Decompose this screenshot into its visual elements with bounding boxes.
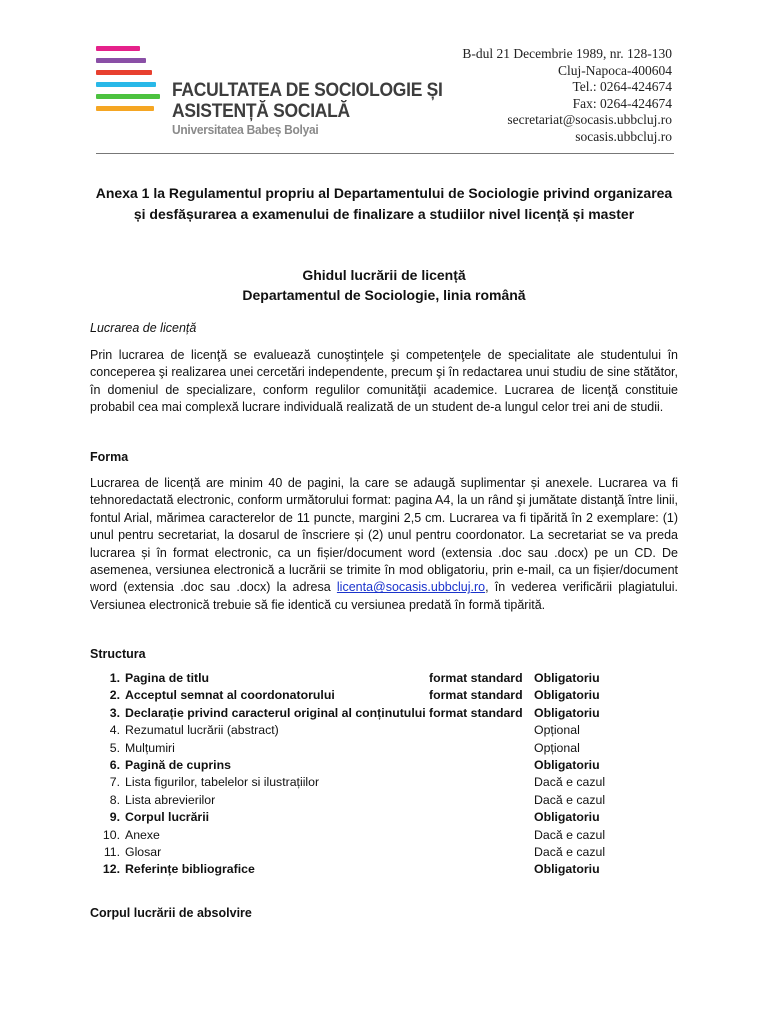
logo-bar: [96, 106, 154, 111]
address-email: secretariat@socasis.ubbcluj.ro: [507, 112, 672, 127]
structure-item-requirement: Opțional: [534, 740, 580, 755]
structure-item-format: format standard: [429, 671, 523, 685]
structure-item-number: 10.: [102, 827, 120, 842]
structure-item-format: format standard: [429, 688, 523, 703]
structure-item-requirement: Dacă e cazul: [534, 844, 606, 859]
structure-item-number: 11.: [103, 844, 120, 859]
header-divider: [96, 153, 674, 154]
structure-item-name: Pagina de titlu: [125, 671, 210, 685]
logo-bar: [96, 58, 146, 63]
structure-row: [90, 740, 690, 757]
structure-item-number: 12.: [102, 862, 120, 877]
structure-item-name: Declarație privind caracterul original al conținutului: [125, 705, 426, 720]
structure-item-requirement: Obligatoriu: [534, 705, 600, 720]
structure-row: [90, 774, 690, 791]
faculty-name-line2: ASISTENȚĂ SOCIALĂ: [172, 101, 350, 122]
section-heading-forma: Forma: [90, 450, 129, 464]
structure-item-name: Lista figurilor, tabelelor si ilustrațiilor: [125, 775, 320, 790]
address-phone: Tel.: 0264-424674: [572, 79, 672, 94]
address-block: [462, 46, 672, 145]
structure-item-requirement: Opțional: [534, 723, 580, 738]
faculty-name-block: [172, 80, 466, 138]
structure-item-number: 5.: [109, 740, 120, 755]
logo-bar: [96, 82, 156, 87]
structure-item-name: Glosar: [125, 844, 162, 859]
section-text-forma: [90, 475, 678, 614]
subtitle-line2: Departamentul de Sociologie, linia română: [242, 287, 526, 303]
logo-bar: [96, 94, 160, 99]
university-name: Universitatea Babeș Bolyai: [172, 122, 319, 137]
section-text-lucrarea: Prin lucrarea de licenţă se evaluează cunoştinţele şi competenţele de specialitate ale studentului în conceperea şi realizarea unei cercetări independente, precum şi în redactarea unui studiu de sine stătător, în domeniul de specializare, conform regulilor comunităţii academice. Lucrarea de licenţă constituie probabil cea mai complexă lucrare individuală realizată de un student de-a lungul celor trei ani de studii.: [90, 348, 678, 415]
structure-item-name: Referințe bibliografice: [125, 862, 255, 877]
structure-item-number: 2.: [109, 688, 120, 703]
section-heading-lucrarea: Lucrarea de licență: [90, 321, 197, 335]
subtitle-line1: Ghidul lucrării de licență: [302, 267, 466, 283]
structure-item-number: 9.: [109, 810, 120, 825]
faculty-logo-bars: [96, 46, 166, 116]
structure-row: [90, 809, 690, 826]
structure-item-requirement: Obligatoriu: [534, 757, 600, 772]
address-website: socasis.ubbcluj.ro: [575, 128, 672, 144]
structure-item-requirement: Obligatoriu: [534, 810, 600, 825]
document-title: [80, 183, 688, 225]
structure-item-format: format standard: [429, 705, 523, 720]
structure-item-name: Mulțumiri: [125, 740, 175, 755]
structure-row: [90, 827, 690, 844]
structure-item-number: 6.: [109, 757, 120, 772]
title-line1: Anexa 1 la Regulamentul propriu al Departamentului de Sociologie privind organizarea: [95, 185, 673, 201]
structure-item-requirement: Obligatoriu: [534, 688, 600, 703]
structure-item-number: 7.: [109, 775, 120, 790]
email-link[interactable]: licenta@socasis.ubbcluj.ro: [336, 580, 486, 595]
structure-item-name: Anexe: [125, 827, 160, 842]
faculty-name-line1: FACULTATEA DE SOCIOLOGIE ȘI: [172, 80, 443, 101]
forma-text-after: , în vederea verificării plagiatului. Versiunea electronică trebuie să fie identică cu versiunea predată în formă tipărită.: [90, 580, 678, 612]
structure-row: [90, 722, 690, 739]
structure-row: [90, 670, 690, 687]
structure-row: [90, 844, 690, 861]
structure-item-name: Lista abrevierilor: [125, 792, 216, 807]
structure-item-name: Pagină de cuprins: [125, 757, 231, 772]
structure-item-name: Rezumatul lucrării (abstract): [125, 723, 279, 738]
structure-item-name: Corpul lucrării: [125, 810, 210, 825]
section-heading-corpul: Corpul lucrării de absolvire: [90, 906, 252, 920]
address-fax: Fax: 0264-424674: [572, 95, 672, 111]
document-subtitle: [80, 265, 688, 305]
address-city: Cluj-Napoca-400604: [558, 62, 672, 78]
structure-item-requirement: Dacă e cazul: [534, 827, 606, 842]
title-line2: și desfășurarea a examenului de finalizare a studiilor nivel licență și master: [133, 206, 635, 222]
structure-row: [90, 687, 690, 704]
structure-item-number: 4.: [109, 723, 120, 738]
structure-item-requirement: Dacă e cazul: [534, 792, 606, 807]
structure-item-requirement: Obligatoriu: [534, 862, 600, 877]
structure-list: [90, 670, 690, 879]
address-street: B-dul 21 Decembrie 1989, nr. 128-130: [462, 46, 672, 61]
structure-row: [90, 861, 690, 878]
structure-item-name: Acceptul semnat al coordonatorului: [125, 688, 335, 703]
logo-bar: [96, 46, 140, 51]
structure-item-number: 3.: [109, 705, 120, 720]
structure-row: [90, 705, 690, 722]
structure-row: [90, 792, 690, 809]
structure-row: [90, 757, 690, 774]
structure-item-number: 1.: [109, 671, 120, 685]
logo-bar: [96, 70, 152, 75]
section-heading-structura: Structura: [90, 647, 146, 661]
structure-item-requirement: Dacă e cazul: [534, 775, 606, 790]
structure-item-number: 8.: [109, 792, 120, 807]
forma-text-before: Lucrarea de licență are minim 40 de pagini, la care se adaugă suplimentar și anexele. Lucrarea va fi tehnoredactată electronic, conform următorului format: pagina A4, la un rând şi jumătate distanţă între linii, fontul Arial, mărimea caracterelor de 11 puncte, margini 2,5 cm. Lucrarea va fi tipărită în 2 exemplare: (1) unul pentru secretariat, la dosarul de înscriere și (2) unul pentru coordonator. La secretariat se va preda lucrarea și în format electronic, ca un fișier/document word (extensia .doc sau .docx) pe un CD. De asemenea, versiunea electronică a lucrării se trimite în mod obligatoriu, prin e-mail, ca un fișier/document word (extensia .doc sau .docx) la adresa: [90, 476, 678, 595]
structure-item-requirement: Obligatoriu: [534, 671, 600, 685]
